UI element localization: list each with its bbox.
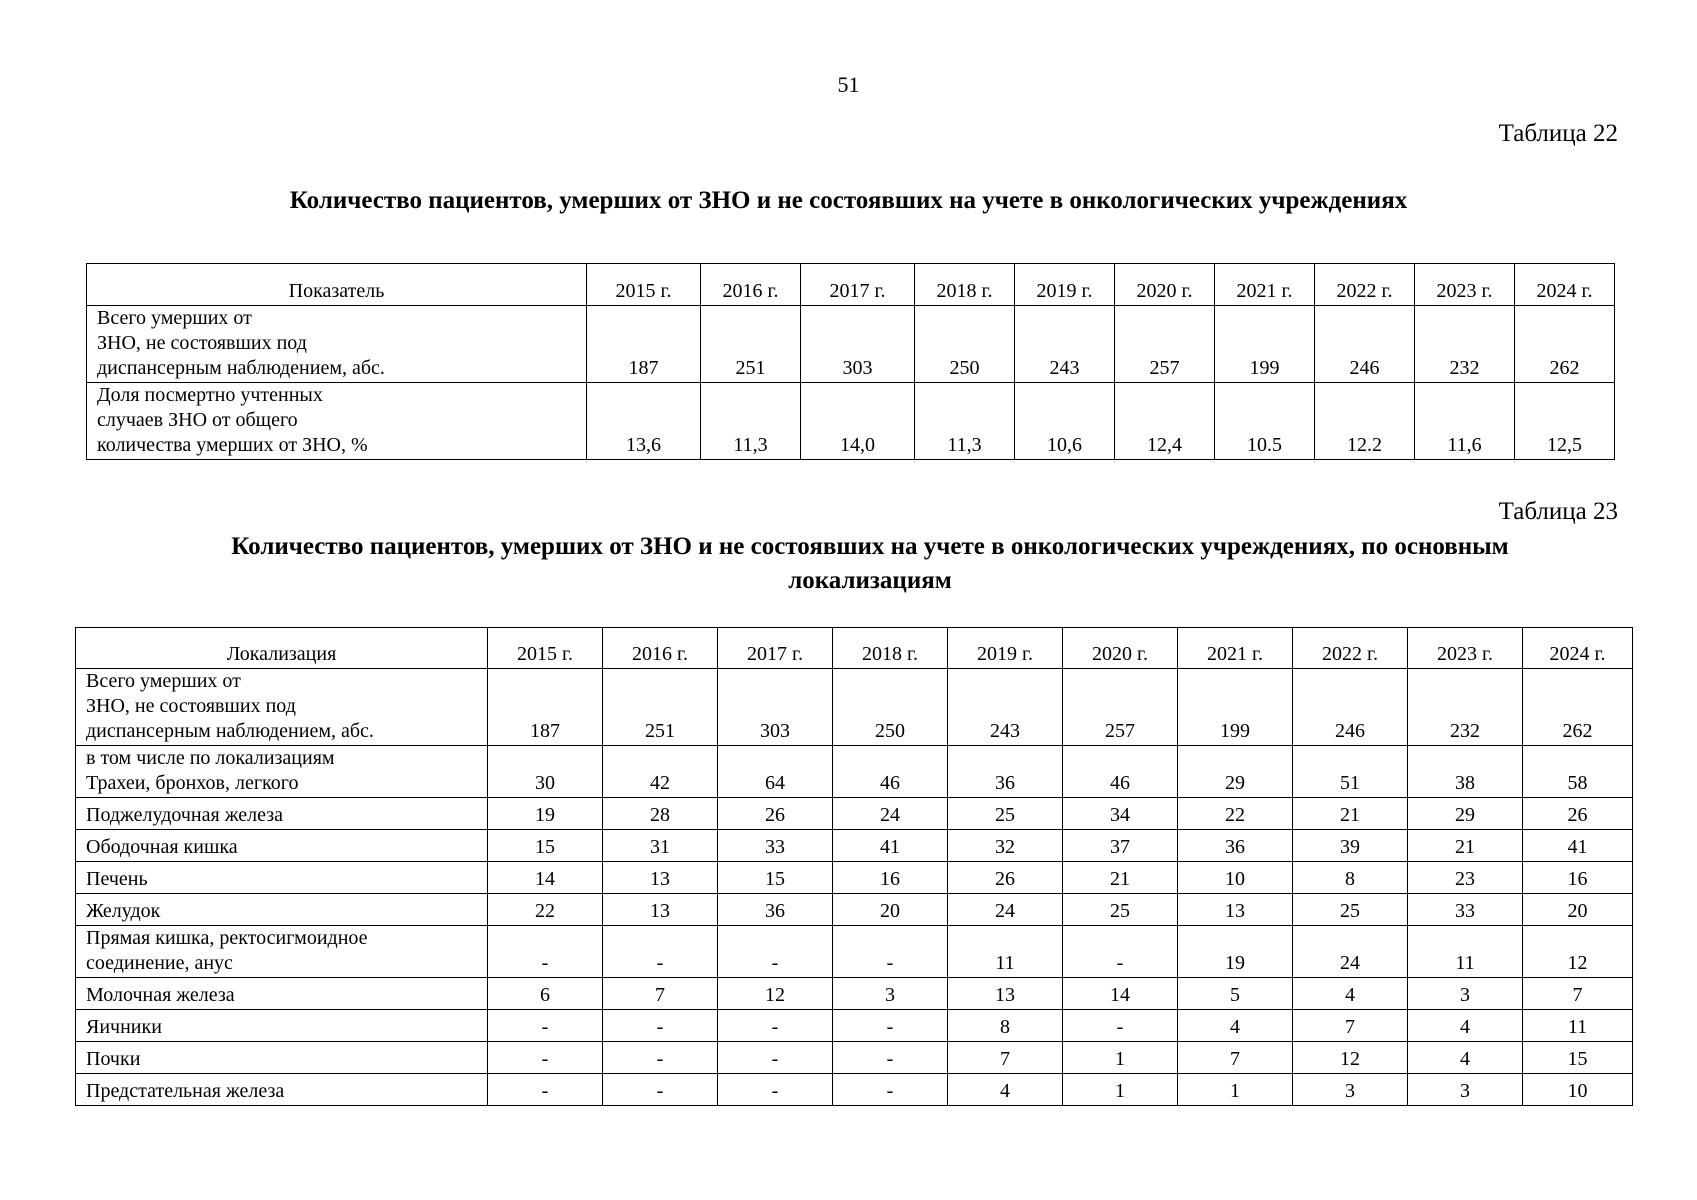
cell-value: 199	[1178, 669, 1293, 746]
row-label-line: Яичники	[86, 1016, 162, 1038]
row-label-line: диспансерным наблюдением, абс.	[86, 720, 374, 742]
cell-value: 23	[1408, 862, 1523, 894]
cell-value: 13	[603, 894, 718, 926]
table-row	[76, 798, 1633, 830]
cell-value: 11,6	[1415, 383, 1515, 460]
row-label-line: Всего умерших от	[86, 670, 241, 692]
cell-value: -	[718, 926, 833, 978]
cell-value: 243	[1015, 306, 1115, 383]
column-header-year: 2019 г.	[948, 628, 1063, 669]
cell-value: 41	[833, 830, 948, 862]
cell-value: 3	[833, 978, 948, 1010]
cell-value: 4	[1293, 978, 1408, 1010]
cell-value: 11,3	[701, 383, 801, 460]
cell-value: 10	[1178, 862, 1293, 894]
cell-value: 14	[488, 862, 603, 894]
cell-value: 11	[1523, 1010, 1633, 1042]
cell-value: 257	[1115, 306, 1215, 383]
table-row	[87, 383, 1615, 460]
cell-value: 12	[718, 978, 833, 1010]
cell-value: 30	[488, 746, 603, 798]
row-label	[76, 894, 488, 926]
row-label-line: Доля посмертно учтенных	[97, 384, 323, 406]
cell-value: 13,6	[587, 383, 701, 460]
table-23-label: Таблица 23	[1498, 498, 1618, 525]
cell-value: -	[488, 926, 603, 978]
cell-value: -	[833, 926, 948, 978]
table-23-header-row	[76, 628, 1633, 669]
cell-value: 36	[718, 894, 833, 926]
cell-value: 12	[1523, 926, 1633, 978]
cell-value: -	[488, 1074, 603, 1106]
row-label	[76, 830, 488, 862]
cell-value: 26	[718, 798, 833, 830]
row-label-line: Предстательная железа	[86, 1080, 285, 1102]
row-label-line: Всего умерших от	[97, 307, 252, 329]
column-header-year: 2015 г.	[587, 264, 701, 306]
cell-value: -	[488, 1042, 603, 1074]
cell-value: 4	[1178, 1010, 1293, 1042]
cell-value: 257	[1063, 669, 1178, 746]
column-header-year: 2020 г.	[1063, 628, 1178, 669]
cell-value: 36	[1178, 830, 1293, 862]
table-22	[86, 263, 1615, 460]
cell-value: 34	[1063, 798, 1178, 830]
cell-value: 14	[1063, 978, 1178, 1010]
cell-value: 24	[1293, 926, 1408, 978]
cell-value: 15	[718, 862, 833, 894]
cell-value: 250	[915, 306, 1015, 383]
cell-value: 7	[1523, 978, 1633, 1010]
cell-value: 26	[1523, 798, 1633, 830]
cell-value: 37	[1063, 830, 1178, 862]
cell-value: 51	[1293, 746, 1408, 798]
cell-value: -	[833, 1042, 948, 1074]
cell-value: 232	[1408, 669, 1523, 746]
table-row	[76, 926, 1633, 978]
column-header-year: 2021 г.	[1215, 264, 1315, 306]
cell-value: 10	[1523, 1074, 1633, 1106]
cell-value: 26	[948, 862, 1063, 894]
cell-value: -	[718, 1010, 833, 1042]
row-label	[76, 1042, 488, 1074]
row-label	[76, 862, 488, 894]
table-23-title-line-1: Количество пациентов, умерших от ЗНО и не состоявших на учете в онкологических учреждениях, по основным	[231, 533, 1509, 560]
row-label-line: Желудок	[86, 900, 161, 922]
cell-value: 58	[1523, 746, 1633, 798]
cell-value: 20	[1523, 894, 1633, 926]
cell-value: 14,0	[801, 383, 915, 460]
cell-value: 1	[1178, 1074, 1293, 1106]
cell-value: 243	[948, 669, 1063, 746]
cell-value: 187	[587, 306, 701, 383]
cell-value: 251	[603, 669, 718, 746]
cell-value: 25	[948, 798, 1063, 830]
cell-value: 8	[948, 1010, 1063, 1042]
table-23-title-line-2: локализациям	[788, 567, 952, 594]
cell-value: 19	[488, 798, 603, 830]
column-header-year: 2016 г.	[603, 628, 718, 669]
column-header-year: 2016 г.	[701, 264, 801, 306]
column-header-indicator: Локализация	[76, 628, 488, 669]
cell-value: 12	[1293, 1042, 1408, 1074]
column-header-year: 2017 г.	[801, 264, 915, 306]
cell-value: 29	[1178, 746, 1293, 798]
cell-value: 39	[1293, 830, 1408, 862]
cell-value: -	[603, 1010, 718, 1042]
table-row	[87, 306, 1615, 383]
column-header-year: 2024 г.	[1523, 628, 1633, 669]
table-22-header-row	[87, 264, 1615, 306]
cell-value: 11	[1408, 926, 1523, 978]
cell-value: 22	[1178, 798, 1293, 830]
row-label	[76, 1010, 488, 1042]
row-label	[76, 1074, 488, 1106]
cell-value: 7	[1293, 1010, 1408, 1042]
cell-value: 11,3	[915, 383, 1015, 460]
cell-value: 64	[718, 746, 833, 798]
table-row	[76, 978, 1633, 1010]
cell-value: 13	[948, 978, 1063, 1010]
row-label-line: Печень	[86, 868, 148, 890]
cell-value: 3	[1408, 1074, 1523, 1106]
cell-value: 22	[488, 894, 603, 926]
table-row	[76, 746, 1633, 798]
cell-value: 251	[701, 306, 801, 383]
cell-value: 7	[1178, 1042, 1293, 1074]
cell-value: 232	[1415, 306, 1515, 383]
cell-value: 41	[1523, 830, 1633, 862]
table-row	[76, 1042, 1633, 1074]
row-label	[76, 978, 488, 1010]
row-label-line: ЗНО, не состоявших под	[86, 695, 296, 717]
cell-value: 4	[1408, 1042, 1523, 1074]
cell-value: 20	[833, 894, 948, 926]
row-label	[87, 306, 587, 383]
cell-value: -	[488, 1010, 603, 1042]
cell-value: 3	[1293, 1074, 1408, 1106]
cell-value: 33	[1408, 894, 1523, 926]
cell-value: 7	[948, 1042, 1063, 1074]
row-label	[76, 926, 488, 978]
cell-value: 32	[948, 830, 1063, 862]
row-label-line: случаев ЗНО от общего	[97, 409, 298, 431]
cell-value: 42	[603, 746, 718, 798]
column-header-year: 2023 г.	[1415, 264, 1515, 306]
cell-value: 15	[1523, 1042, 1633, 1074]
cell-value: 16	[833, 862, 948, 894]
column-header-year: 2022 г.	[1293, 628, 1408, 669]
row-label-line: Молочная железа	[86, 984, 235, 1006]
cell-value: 246	[1293, 669, 1408, 746]
cell-value: -	[603, 1042, 718, 1074]
cell-value: -	[833, 1074, 948, 1106]
row-label	[76, 798, 488, 830]
row-label-line: количества умерших от ЗНО, %	[97, 434, 368, 456]
cell-value: 19	[1178, 926, 1293, 978]
table-23	[75, 627, 1633, 1106]
cell-value: 38	[1408, 746, 1523, 798]
column-header-year: 2024 г.	[1515, 264, 1615, 306]
row-label-line: Трахеи, бронхов, легкого	[86, 772, 299, 794]
cell-value: 303	[718, 669, 833, 746]
table-row	[76, 894, 1633, 926]
cell-value: 21	[1063, 862, 1178, 894]
cell-value: 1	[1063, 1074, 1178, 1106]
row-label	[76, 746, 488, 798]
cell-value: 33	[718, 830, 833, 862]
row-label-line: Ободочная кишка	[86, 836, 238, 858]
cell-value: 12,5	[1515, 383, 1615, 460]
cell-value: 46	[833, 746, 948, 798]
cell-value: 12,4	[1115, 383, 1215, 460]
table-row	[76, 862, 1633, 894]
table-row	[76, 830, 1633, 862]
row-label-line: Прямая кишка, ректосигмоидное	[86, 927, 368, 949]
cell-value: 8	[1293, 862, 1408, 894]
cell-value: 25	[1293, 894, 1408, 926]
cell-value: 21	[1408, 830, 1523, 862]
cell-value: 5	[1178, 978, 1293, 1010]
cell-value: 31	[603, 830, 718, 862]
row-label	[87, 383, 587, 460]
cell-value: 187	[488, 669, 603, 746]
cell-value: 4	[948, 1074, 1063, 1106]
cell-value: 303	[801, 306, 915, 383]
cell-value: 24	[948, 894, 1063, 926]
row-label-line: диспансерным наблюдением, абс.	[97, 357, 385, 379]
column-header-year: 2019 г.	[1015, 264, 1115, 306]
cell-value: 4	[1408, 1010, 1523, 1042]
cell-value: 15	[488, 830, 603, 862]
cell-value: -	[1063, 1010, 1178, 1042]
cell-value: 11	[948, 926, 1063, 978]
table-22-label: Таблица 22	[1498, 120, 1618, 147]
cell-value: -	[603, 1074, 718, 1106]
cell-value: 1	[1063, 1042, 1178, 1074]
row-label	[76, 669, 488, 746]
column-header-year: 2020 г.	[1115, 264, 1215, 306]
cell-value: 36	[948, 746, 1063, 798]
cell-value: 6	[488, 978, 603, 1010]
cell-value: -	[833, 1010, 948, 1042]
cell-value: 262	[1515, 306, 1615, 383]
row-label-line: Почки	[86, 1048, 141, 1070]
row-label-line: Поджелудочная железа	[86, 804, 284, 826]
column-header-year: 2017 г.	[718, 628, 833, 669]
cell-value: 199	[1215, 306, 1315, 383]
cell-value: 21	[1293, 798, 1408, 830]
cell-value: 28	[603, 798, 718, 830]
cell-value: 262	[1523, 669, 1633, 746]
cell-value: 10.5	[1215, 383, 1315, 460]
cell-value: 46	[1063, 746, 1178, 798]
table-row	[76, 669, 1633, 746]
cell-value: 16	[1523, 862, 1633, 894]
column-header-year: 2015 г.	[488, 628, 603, 669]
cell-value: 250	[833, 669, 948, 746]
cell-value: -	[718, 1074, 833, 1106]
row-label-line: ЗНО, не состоявших под	[97, 332, 307, 354]
row-label-line: в том числе по локализациям	[86, 747, 335, 769]
cell-value: 7	[603, 978, 718, 1010]
table-row	[76, 1074, 1633, 1106]
cell-value: 12.2	[1315, 383, 1415, 460]
cell-value: 24	[833, 798, 948, 830]
table-row	[76, 1010, 1633, 1042]
column-header-year: 2022 г.	[1315, 264, 1415, 306]
cell-value: -	[603, 926, 718, 978]
cell-value: 13	[1178, 894, 1293, 926]
cell-value: 29	[1408, 798, 1523, 830]
column-header-indicator: Показатель	[87, 264, 587, 306]
cell-value: 10,6	[1015, 383, 1115, 460]
table-22-title: Количество пациентов, умерших от ЗНО и не состоявших на учете в онкологических учреждениях	[289, 187, 1408, 214]
page-number: 51	[837, 72, 860, 97]
row-label-line: соединение, анус	[86, 952, 233, 974]
column-header-year: 2018 г.	[915, 264, 1015, 306]
table-23-title	[120, 530, 1620, 598]
cell-value: 246	[1315, 306, 1415, 383]
column-header-year: 2021 г.	[1178, 628, 1293, 669]
cell-value: -	[1063, 926, 1178, 978]
cell-value: 13	[603, 862, 718, 894]
cell-value: 25	[1063, 894, 1178, 926]
column-header-year: 2018 г.	[833, 628, 948, 669]
cell-value: 3	[1408, 978, 1523, 1010]
column-header-year: 2023 г.	[1408, 628, 1523, 669]
cell-value: -	[718, 1042, 833, 1074]
